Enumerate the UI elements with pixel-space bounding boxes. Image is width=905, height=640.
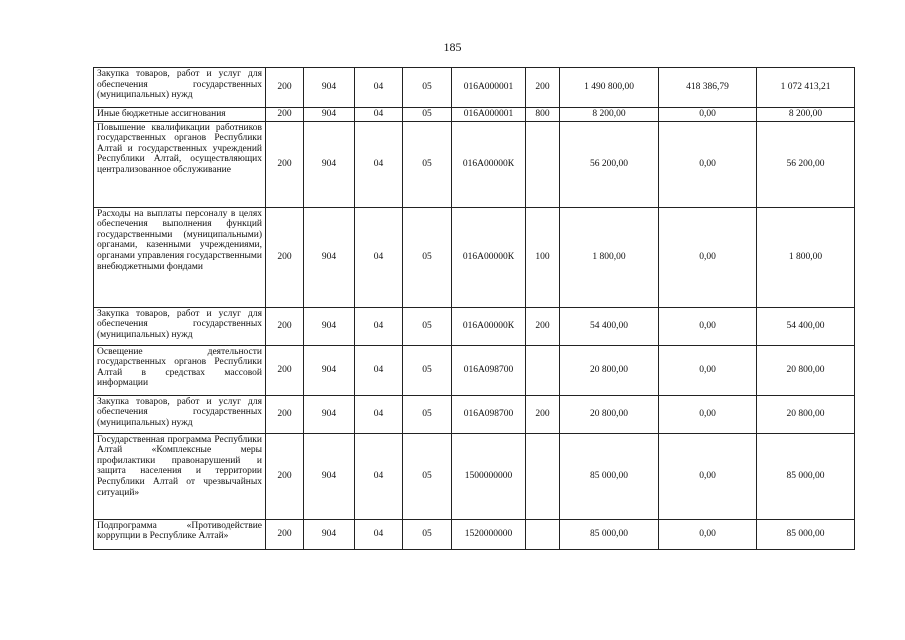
row-name-cell: Подпрограмма «Противодействие коррупции в Республике Алтай» — [94, 519, 266, 549]
cell-target-article: 016А098700 — [452, 395, 526, 433]
cell-expense-type: 800 — [526, 108, 560, 122]
cell-amount-remaining: 8 200,00 — [757, 108, 855, 122]
cell-section: 04 — [355, 121, 403, 207]
row-name-cell: Государственная программа Республики Алтай «Комплексные меры профилактики правонарушений и защита населения и территории Республики Алтай от чрезвычайных ситуаций» — [94, 433, 266, 519]
cell-amount-executed: 0,00 — [659, 345, 757, 395]
cell-code: 200 — [266, 307, 304, 345]
cell-ministry: 904 — [304, 395, 355, 433]
cell-amount-remaining: 54 400,00 — [757, 307, 855, 345]
cell-subsection: 05 — [403, 68, 452, 108]
row-name-cell: Иные бюджетные ассигнования — [94, 108, 266, 122]
cell-section: 04 — [355, 395, 403, 433]
cell-code: 200 — [266, 121, 304, 207]
cell-amount-remaining: 1 072 413,21 — [757, 68, 855, 108]
page-number: 185 — [443, 40, 462, 54]
cell-expense-type: 200 — [526, 307, 560, 345]
cell-section: 04 — [355, 433, 403, 519]
cell-amount-plan: 20 800,00 — [560, 345, 659, 395]
cell-section: 04 — [355, 345, 403, 395]
cell-expense-type: 200 — [526, 395, 560, 433]
row-name-cell: Освещение деятельности государственных органов Республики Алтай в средствах массовой информации — [94, 345, 266, 395]
table-row — [94, 433, 855, 519]
row-name-cell: Закупка товаров, работ и услуг для обеспечения государственных (муниципальных) нужд — [94, 307, 266, 345]
table-row — [94, 68, 855, 108]
cell-amount-executed: 0,00 — [659, 519, 757, 549]
cell-amount-executed: 0,00 — [659, 207, 757, 307]
cell-target-article: 016А000001 — [452, 108, 526, 122]
cell-expense-type: 100 — [526, 207, 560, 307]
cell-target-article: 016А00000К — [452, 307, 526, 345]
table-row — [94, 121, 855, 207]
cell-code: 200 — [266, 519, 304, 549]
cell-subsection: 05 — [403, 108, 452, 122]
cell-expense-type — [526, 121, 560, 207]
cell-target-article: 016А000001 — [452, 68, 526, 108]
cell-subsection: 05 — [403, 345, 452, 395]
row-name-cell: Расходы на выплаты персоналу в целях обеспечения выполнения функций государственными (муниципальными) органами, казенными учреждениями, органами управления государственными внебюджетными фондами — [94, 207, 266, 307]
table-row — [94, 519, 855, 549]
cell-amount-remaining: 1 800,00 — [757, 207, 855, 307]
cell-code: 200 — [266, 108, 304, 122]
cell-amount-remaining: 85 000,00 — [757, 433, 855, 519]
cell-target-article: 016А098700 — [452, 345, 526, 395]
row-name-cell: Закупка товаров, работ и услуг для обеспечения государственных (муниципальных) нужд — [94, 68, 266, 108]
cell-amount-executed: 0,00 — [659, 307, 757, 345]
cell-amount-plan: 56 200,00 — [560, 121, 659, 207]
cell-ministry: 904 — [304, 207, 355, 307]
cell-subsection: 05 — [403, 307, 452, 345]
table-row — [94, 207, 855, 307]
row-name-cell: Повышение квалификации работников государственных органов Республики Алтай и государственных учреждений Республики Алтай, осуществляющих централизованное обслуживание — [94, 121, 266, 207]
cell-section: 04 — [355, 108, 403, 122]
table-row — [94, 345, 855, 395]
cell-amount-plan: 85 000,00 — [560, 519, 659, 549]
cell-section: 04 — [355, 519, 403, 549]
cell-section: 04 — [355, 207, 403, 307]
cell-amount-executed: 418 386,79 — [659, 68, 757, 108]
cell-ministry: 904 — [304, 68, 355, 108]
cell-code: 200 — [266, 395, 304, 433]
cell-code: 200 — [266, 68, 304, 108]
cell-amount-plan: 8 200,00 — [560, 108, 659, 122]
cell-section: 04 — [355, 68, 403, 108]
cell-ministry: 904 — [304, 433, 355, 519]
cell-ministry: 904 — [304, 345, 355, 395]
cell-code: 200 — [266, 207, 304, 307]
cell-amount-plan: 20 800,00 — [560, 395, 659, 433]
cell-amount-plan: 54 400,00 — [560, 307, 659, 345]
cell-target-article: 016А00000К — [452, 121, 526, 207]
cell-expense-type — [526, 345, 560, 395]
cell-target-article: 016А00000К — [452, 207, 526, 307]
cell-target-article: 1500000000 — [452, 433, 526, 519]
cell-amount-executed: 0,00 — [659, 121, 757, 207]
cell-amount-plan: 1 800,00 — [560, 207, 659, 307]
cell-subsection: 05 — [403, 207, 452, 307]
cell-expense-type — [526, 519, 560, 549]
cell-target-article: 1520000000 — [452, 519, 526, 549]
cell-code: 200 — [266, 345, 304, 395]
cell-amount-executed: 0,00 — [659, 395, 757, 433]
cell-amount-plan: 85 000,00 — [560, 433, 659, 519]
cell-subsection: 05 — [403, 121, 452, 207]
table-row — [94, 395, 855, 433]
cell-code: 200 — [266, 433, 304, 519]
cell-expense-type — [526, 433, 560, 519]
budget-table — [93, 67, 855, 550]
row-name-cell: Закупка товаров, работ и услуг для обеспечения государственных (муниципальных) нужд — [94, 395, 266, 433]
table-row — [94, 307, 855, 345]
cell-amount-remaining: 85 000,00 — [757, 519, 855, 549]
cell-ministry: 904 — [304, 121, 355, 207]
cell-amount-plan: 1 490 800,00 — [560, 68, 659, 108]
cell-expense-type: 200 — [526, 68, 560, 108]
cell-amount-remaining: 20 800,00 — [757, 395, 855, 433]
cell-amount-executed: 0,00 — [659, 108, 757, 122]
table-row — [94, 108, 855, 122]
cell-subsection: 05 — [403, 395, 452, 433]
cell-amount-remaining: 56 200,00 — [757, 121, 855, 207]
cell-subsection: 05 — [403, 433, 452, 519]
cell-ministry: 904 — [304, 108, 355, 122]
cell-ministry: 904 — [304, 307, 355, 345]
cell-subsection: 05 — [403, 519, 452, 549]
cell-amount-executed: 0,00 — [659, 433, 757, 519]
cell-section: 04 — [355, 307, 403, 345]
cell-amount-remaining: 20 800,00 — [757, 345, 855, 395]
cell-ministry: 904 — [304, 519, 355, 549]
